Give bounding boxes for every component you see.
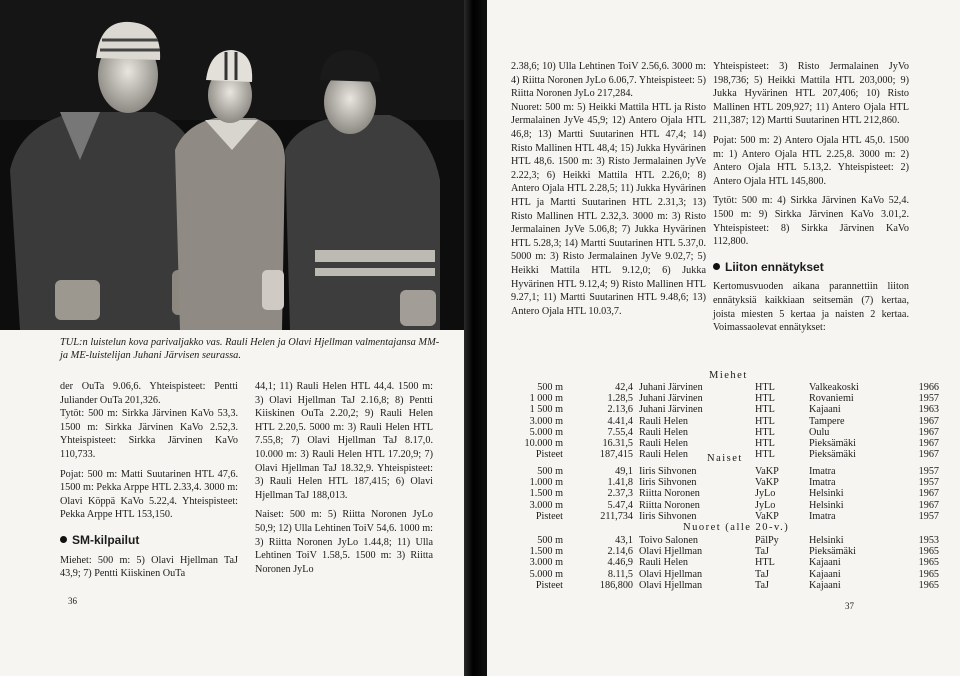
paragraph: der OuTa 9.06,6. Yhteispisteet: Pentti Juliander OuTa 201,326. [60,381,238,406]
record-name: Rauli Helen [639,415,688,427]
record-time: 8.11,5 [607,568,633,580]
record-time: 211,734 [600,510,633,522]
record-year: 1967 [918,438,939,449]
paragraph: 2.38,6; 10) Ulla Lehtinen ToiV 2.56,6. 3000 m: 4) Riitta Noronen JyLo 6.06,7. Yhteispisteet: 5) Riitta Noronen JyLo 217,284. [511,61,706,100]
bullet-dot-icon [713,263,720,270]
page-number: 37 [845,601,854,611]
record-dist: 3.000 m [529,415,563,427]
record-dist: 500 m [537,382,563,393]
record-year: 1967 [918,449,939,461]
record-time: 187,415 [599,449,633,461]
record-year: 1965 [918,568,939,580]
record-place: Pieksämäki [809,438,856,449]
record-time: 4.41,4 [607,415,633,427]
record-club: HTL [755,404,775,416]
record-year: 1967 [918,499,939,511]
record-club: TaJ [755,546,769,558]
record-dist: 1.500 m [529,546,563,558]
left-column-1 [60,380,238,581]
record-place: Pieksämäki [809,546,856,558]
paragraph: Tytöt: 500 m: 4) Sirkka Järvinen KaVo 52,4. 1500 m: 9) Sirkka Järvinen KaVo 3.01,2. Yhteispisteet: 8) Sirkka Järvinen KaVo 112,800. [713,195,909,248]
record-name: Rauli Helen [639,426,688,438]
record-name: Toivo Salonen [639,535,698,546]
record-time: 2.37,3 [607,488,633,500]
record-name: Iiris Sihvonen [639,477,697,489]
record-place: Kajaani [809,579,841,591]
record-dist: Pisteet [535,510,563,522]
record-club: HTL [755,438,775,449]
record-time: 1.28,5 [607,393,633,405]
record-club: HTL [755,393,775,405]
record-club: JyLo [755,488,776,500]
record-time: 4.46,9 [607,557,633,569]
right-column-2 [713,60,909,335]
record-year: 1965 [918,557,939,569]
record-time: 186,800 [599,579,633,591]
record-time: 2.13,6 [607,404,633,416]
record-time: 42,4 [615,382,633,393]
record-dist: 5.000 m [529,568,563,580]
record-dist: 1.000 m [529,477,563,489]
record-year: 1957 [918,477,939,489]
record-dist: 1.500 m [529,488,563,500]
record-year: 1957 [918,510,939,522]
paragraph: Pojat: 500 m: Matti Suutarinen HTL 47,6. 1500 m: Pekka Arppe HTL 2.33,4. 3000 m: Olavi Köppä KaVo 5.22,4. Yhteispisteet: Pekka Arppe HTL 153,150. [60,468,238,521]
record-club: VaKP [755,510,779,522]
section-heading-text: SM-kilpailut [72,532,140,547]
page-number: 36 [68,596,77,606]
record-name: Rauli Helen [639,438,688,449]
record-dist: 5.000 m [529,426,563,438]
record-club: TaJ [755,568,769,580]
record-place: Kajaani [809,557,841,569]
record-name: Juhani Järvinen [639,382,703,393]
record-year: 1965 [918,546,939,558]
paragraph: Kertomusvuoden aikana parannettiin liiton ennätyksiä kaikkiaan seitsemän (7) kertaa, joista miesten 5 kertaa ja naisten 2 kertaa. Voimassaolevat ennätykset: [713,281,909,334]
record-name: Riitta Noronen [639,499,700,511]
record-name: Iiris Sihvonen [639,510,697,522]
record-year: 1966 [918,382,939,393]
photo-caption: TUL:n luistelun kova parivaljakko vas. Rauli Helen ja Olavi Hjellman valmentajansa MM- ja ME-luistelijan Juhani Järvisen seurassa. [60,337,440,361]
right-page [487,0,960,676]
record-year: 1957 [918,466,939,477]
record-place: Imatra [809,477,836,489]
table-row [511,580,951,592]
section-heading [60,534,238,548]
record-year: 1965 [918,579,939,591]
record-time: 43,1 [615,535,633,546]
record-place: Kajaani [809,568,841,580]
record-dist: 3.000 m [529,557,563,569]
record-place: Tampere [809,415,845,427]
record-year: 1967 [918,415,939,427]
record-name: Juhani Järvinen [639,404,703,416]
record-year: 1953 [918,535,939,546]
record-place: Valkeakoski [809,382,859,393]
book-gutter [464,0,487,676]
record-name: Rauli Helen [639,449,688,461]
record-time: 5.47,4 [607,499,633,511]
record-time: 1.41,8 [607,477,633,489]
record-place: Imatra [809,466,836,477]
record-time: 2.14,6 [607,546,633,558]
record-name: Olavi Hjellman [639,546,703,558]
photo-skaters [0,0,464,330]
left-column-2 [255,380,433,576]
record-name: Rauli Helen [639,557,688,569]
record-year: 1957 [918,393,939,405]
record-name: Iiris Sihvonen [639,466,697,477]
paragraph: Yhteispisteet: 3) Risto Jermalainen JyVo 198,736; 5) Heikki Mattila HTL 203,000; 9) Jukka Hyvärinen HTL 207,406; 10) Risto Mallinen HTL 209,927; 11) Antero Ojala HTL 211,387; 12) Martti Suutarinen HTL 212,860. [713,61,909,127]
paragraph: Miehet: 500 m: 5) Olavi Hjellman TaJ 43,9; 7) Pentti Kiiskinen OuTa [60,554,238,580]
record-dist: Pisteet [535,579,563,591]
record-club: HTL [755,449,775,461]
record-club: HTL [755,415,775,427]
record-club: VaKP [755,466,779,477]
record-club: HTL [755,382,775,393]
paragraph: Nuoret: 500 m: 5) Heikki Mattila HTL ja Risto Jermalainen JyVe 45,9; 12) Antero Ojala HTL 46,8; 13) Martti Suutarinen HTL 47,4; 14) Risto Mallinen HTL 48,4; 15) Jukka Hyvärinen HTL 48,6. 1500 m: 3) Risto Jermalainen JyVe 2.22,3; 6) Heikki Mattila HTL 2.26,0; 8) Antero Ojala HTL 2.28,5; 11) Jukka Hyvärinen HTL ja Martti Suutarinen HTL 2.31,3; 13) Risto Mallinen HTL 2.32,3. 3000 m: 3) Risto Jermalainen JyVe 5.06,8; 7) Jukka Hyvärinen HTL 5.28,3; 14) Martti Suutarinen HTL 5.37,0. 5000 m: 3) Risto Jermalainen JyVe 9.02,7; 5) Heikki Mattila HTL 9.12,0; 6) Jukka Hyvärinen HTL 9.12,4; 9) Risto Mallinen HTL 9.27,1; 11) Martti Suutarinen HTL 9.48,6; 13) Antero Ojala HTL 10.03,7. [511,101,706,317]
record-place: Kajaani [809,404,841,416]
record-club: HTL [755,557,775,569]
record-time: 7.55,4 [607,426,633,438]
records-group-title: Naiset [707,453,743,464]
record-time: 16.31,5 [602,438,633,449]
record-place: Pieksämäki [809,449,856,461]
paragraph: Tytöt: 500 m: Sirkka Järvinen KaVo 53,3. 1500 m: Sirkka Järvinen KaVo 2.52,3. Yhteispisteet: Sirkka Järvinen KaVo 110,733. [60,408,238,460]
record-name: Juhani Järvinen [639,393,703,405]
record-place: Oulu [809,426,830,438]
record-club: HTL [755,426,775,438]
paragraph: 44,1; 11) Rauli Helen HTL 44,4. 1500 m: 3) Olavi Hjellman TaJ 2.16,8; 8) Pentti Kiiskinen OuTa 2.20,2; 9) Rauli Helen HTL 2.20,5. 5000 m: 3) Rauli Helen HTL 7.55,8; 7) Olavi Hjellman TaJ 8.17,0. 10.000 m: 3) Rauli Helen HTL 17.20,9; 7) Olavi Hjellman TaJ 18.32,9. Yhteispisteet: 3) Rauli Helen HTL 187,415; 6) Olavi Hjellman TaJ 188,013. [255,381,433,501]
records-group-title: Nuoret (alle 20-v.) [683,522,790,533]
record-dist: 1 000 m [529,393,563,405]
record-name: Riitta Noronen [639,488,700,500]
right-column-1 [511,60,706,318]
record-place: Imatra [809,510,836,522]
section-heading [713,261,909,275]
record-dist: Pisteet [535,449,563,461]
record-dist: 3.000 m [529,499,563,511]
records-group-title: Miehet [709,370,748,381]
record-place: Rovaniemi [809,393,854,405]
record-dist: 1 500 m [529,404,563,416]
section-heading-text: Liiton ennätykset [725,259,824,274]
record-club: VaKP [755,477,779,489]
record-club: TaJ [755,579,769,591]
record-dist: 500 m [537,466,563,477]
record-dist: 500 m [537,535,563,546]
record-dist: 10.000 m [524,438,563,449]
record-year: 1963 [918,404,939,416]
record-place: Helsinki [809,535,844,546]
record-place: Helsinki [809,488,844,500]
record-club: PälPy [755,535,779,546]
record-year: 1967 [918,488,939,500]
bullet-dot-icon [60,536,67,543]
record-name: Olavi Hjellman [639,579,703,591]
record-time: 49,1 [615,466,633,477]
record-place: Helsinki [809,499,844,511]
record-name: Olavi Hjellman [639,568,703,580]
record-club: JyLo [755,499,776,511]
record-year: 1967 [918,426,939,438]
left-page [0,0,464,676]
paragraph: Pojat: 500 m: 2) Antero Ojala HTL 45,0. 1500 m: 1) Antero Ojala HTL 2.25,8. 3000 m: 2) Antero Ojala HTL 5.13,2. Yhteispisteet: 2) Antero Ojala HTL 145,800. [713,134,909,187]
photo-illustration [0,0,464,330]
paragraph: Naiset: 500 m: 5) Riitta Noronen JyLo 50,9; 12) Ulla Lehtinen ToiV 54,6. 1000 m: 3) Riitta Noronen JyLo 1.44,8; 11) Ulla Lehtinen ToiV 1.58,5. 1500 m: 3) Riitta Noronen JyLo [255,509,433,575]
